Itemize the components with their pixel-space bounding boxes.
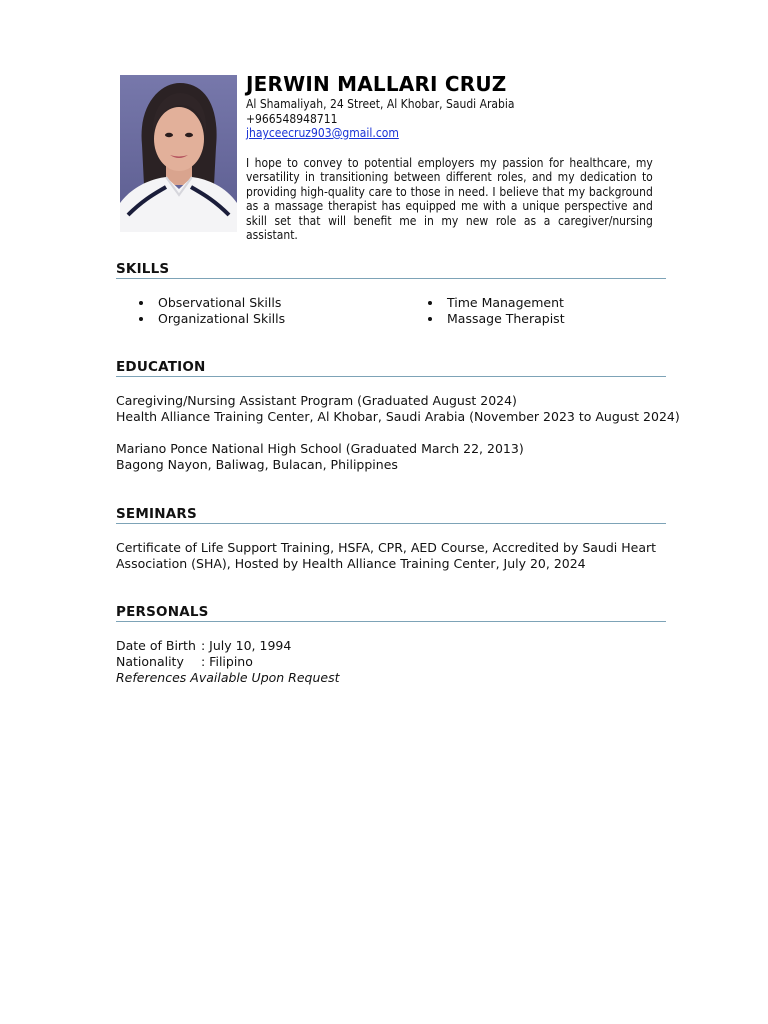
education-institution: Bagong Nayon, Baliwag, Bulacan, Philippines <box>116 457 398 472</box>
nationality-row <box>116 654 666 670</box>
date-of-birth-value: : July 10, 1994 <box>201 638 292 653</box>
skills-section <box>116 261 666 340</box>
education-institution: Health Alliance Training Center, Al Khobar, Saudi Arabia (November 2023 to August 2024) <box>116 409 680 424</box>
professional-summary: I hope to convey to potential employers my passion for healthcare, my versatility in transitioning between different roles, and my dedication to providing high-quality care to those in need. I believe that my background as a massage therapist has equipped me with a unique perspective and skill set that will benefit me in my new role as a caregiver/nursing assistant. <box>246 155 653 243</box>
profile-photo <box>120 75 237 232</box>
skills-heading: SKILLS <box>116 261 666 279</box>
skill-item: Organizational Skills <box>116 311 405 327</box>
contact-header <box>246 72 652 243</box>
education-section <box>116 359 680 473</box>
personal-details <box>116 638 666 686</box>
seminar-entry <box>116 540 666 572</box>
phone-number: +966548948711 <box>246 111 338 126</box>
date-of-birth-label: Date of Birth <box>116 638 196 653</box>
profile-photo-illustration <box>120 75 237 232</box>
date-of-birth-row <box>116 638 666 654</box>
seminar-line: Certificate of Life Support Training, HSFA, CPR, AED Course, Accredited by Saudi Heart <box>116 540 657 555</box>
nationality-value: : Filipino <box>201 654 253 669</box>
references-note: References Available Upon Request <box>116 670 340 685</box>
candidate-name: JERWIN MALLARI CRUZ <box>246 72 507 96</box>
address: Al Shamaliyah, 24 Street, Al Khobar, Saudi Arabia <box>246 97 515 111</box>
education-entry <box>116 393 680 425</box>
email-link[interactable]: jhayceecruz903@gmail.com <box>246 126 399 140</box>
personals-heading: PERSONALS <box>116 604 666 622</box>
seminars-heading: SEMINARS <box>116 506 666 524</box>
seminar-line: Association (SHA), Hosted by Health Alliance Training Center, July 20, 2024 <box>116 556 586 571</box>
seminars-section <box>116 506 666 572</box>
education-program: Caregiving/Nursing Assistant Program (Graduated August 2024) <box>116 393 517 408</box>
education-heading: EDUCATION <box>116 359 666 377</box>
nationality-label: Nationality <box>116 654 184 669</box>
skills-list <box>116 295 666 327</box>
skill-item: Observational Skills <box>116 295 405 311</box>
skill-item: Time Management <box>405 295 645 311</box>
education-program: Mariano Ponce National High School (Graduated March 22, 2013) <box>116 441 524 456</box>
education-entry <box>116 441 666 473</box>
skill-item: Massage Therapist <box>405 311 645 327</box>
personals-section <box>116 604 666 686</box>
